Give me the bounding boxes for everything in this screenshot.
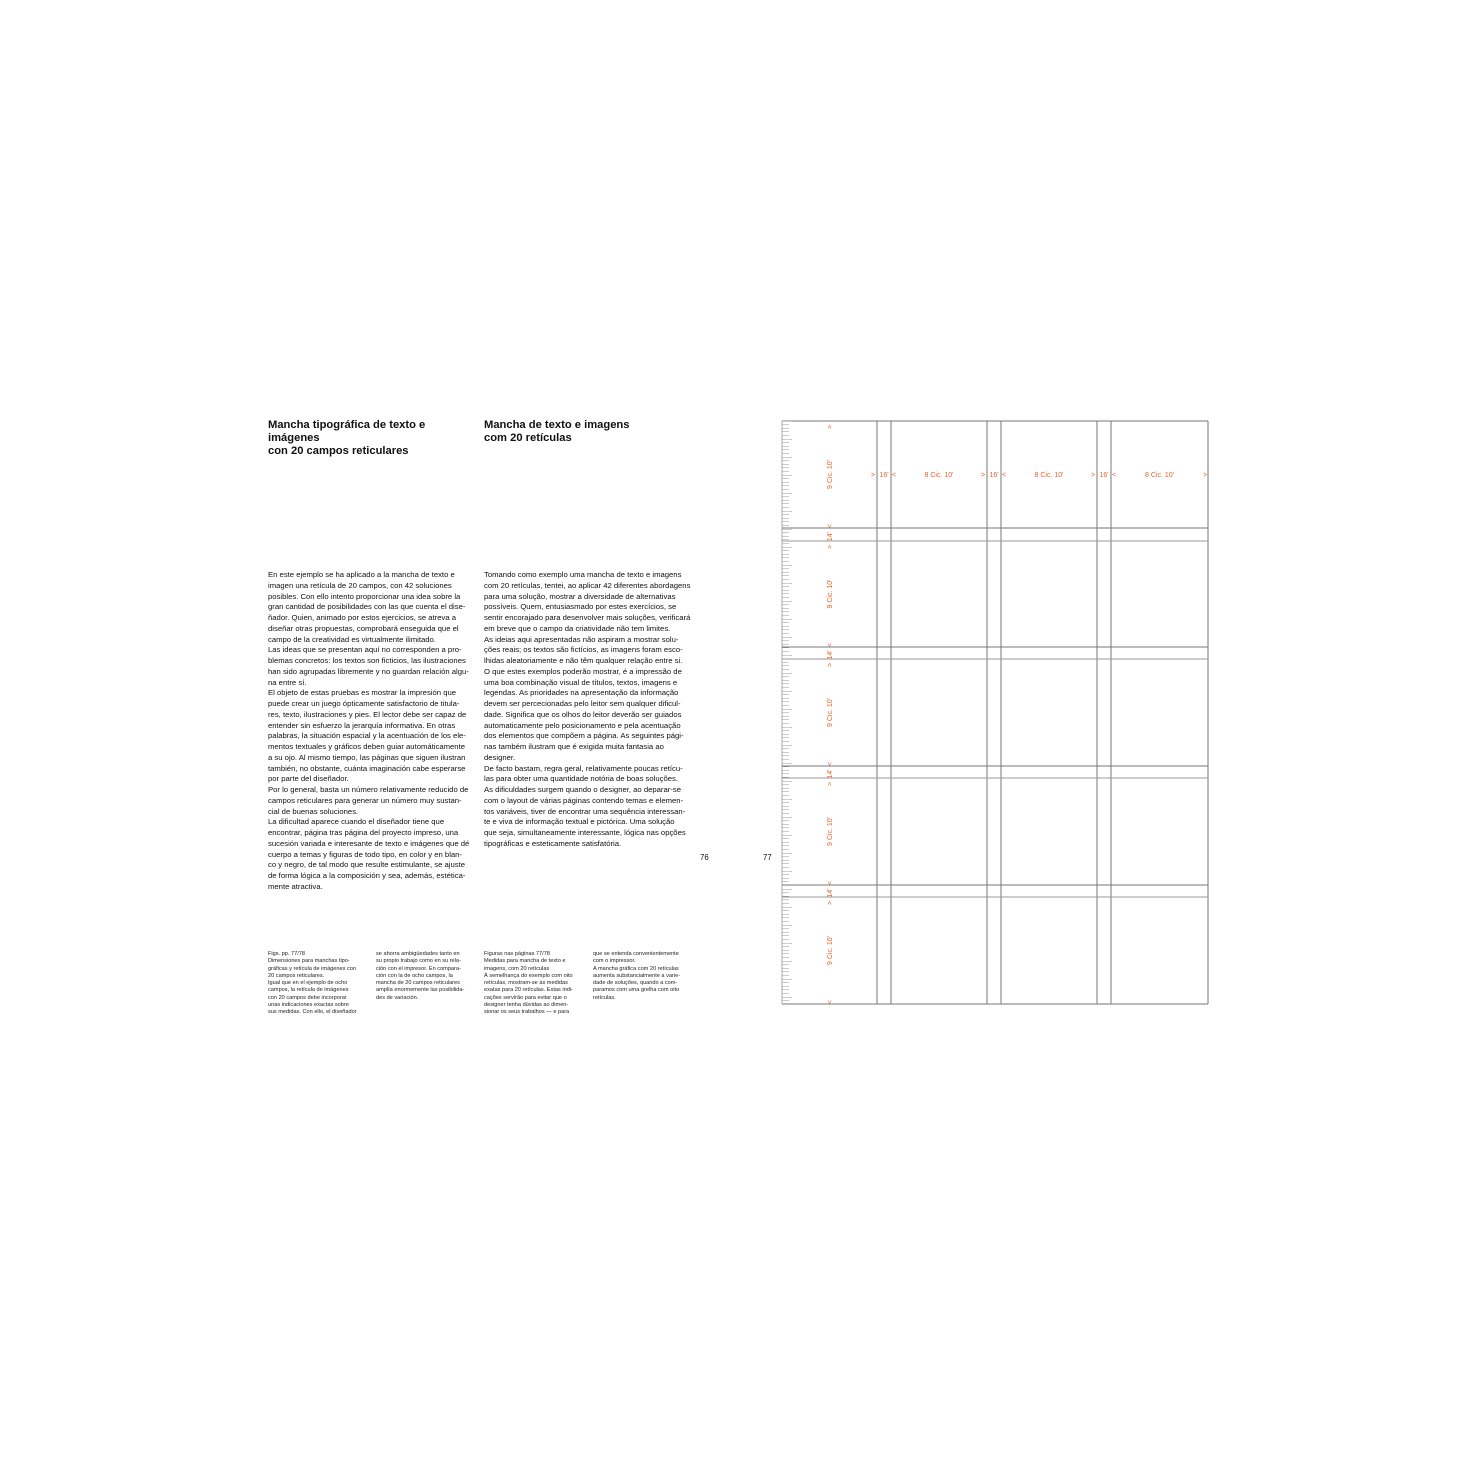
row-height-label: 9 Cic. 10' <box>827 936 834 965</box>
body-text-portuguese: Tomando como exemplo uma mancha de texto e imagens com 20 retículas, tentei, ao aplicar 42 diferentes abordagens para uma solução, mostrar a diversidade de alternativas possíveis. Quem, entusiasmado por estes exercícios, se sentir encorajado para desenvolver mais soluções, verificará em breve que o campo da criatividade não tem limites. As ideias aqui apresentadas não aspiram a mostrar solu- ções reais; os textos são fictícios, as imagens foram esco- lhidas aleatoriamente e não têm qualquer relação entre si. O que estes exemplos poderão mostrar, é a impressão de uma boa combinação visual de títulos, textos, imagens e legendas. As prioridades na apresentação da informação devem ser percecionadas pelo leitor sem qualquer dificul- dade. Significa que os olhos do leitor deverão ser guiados automaticamente pelo posicionamento e pela acentuação dos elementos que compõem a página. As seguintes pági- nas também ilustram que é exigida muita fantasia ao designer. De facto bastam, regra geral, relativamente poucas retícu- las para obter uma quantidade notória de boas soluções. As dificuldades surgem quando o designer, ao deparar-se com o layout de várias páginas contendo temas e elemen- tos variáveis, tiver de encontrar uma sequência interessan- te e viva de informação textual e pictórica. Uma solução que seja, simultaneamente interessante, lógica nas opções tipográficas e esteticamente satisfatória. <box>484 570 691 848</box>
measure-arrow: < <box>827 761 834 767</box>
title-spanish: Mancha tipográfica de texto e imágenes con 20 campos reticulares <box>268 419 426 457</box>
caption-spanish-col2: se ahorra ambigüedades tanto en su propio trabajo como en su rela- ción con el impresor. En compara- ción con la de ocho campos, la mancha de 20 campos reticulares amplía enormemente las posibilida- des de variación. <box>376 951 465 1001</box>
caption-spanish-col1: Figs. pp. 77/78 Dimensiones para manchas tipo- gráficas y retícula de imágenes con 20 campos reticulares. Igual que en el ejemplo de ocho campos, la retícula de imágenes con 20 campos debe incorporar unas indicaciones exactas sobre sus medidas. Con ello, el diseñador <box>268 951 357 1016</box>
measure-arrow: > <box>870 472 876 479</box>
column-width-label: 8 Cic. 10' <box>1145 472 1174 479</box>
caption-portuguese-col1: Figuras nas páginas 77/78 Medidas para mancha de texto e imagens, com 20 retículas À semelhança do exemplo com oito retículas, mostram-se as medidas exatas para 20 retículas. Estas indi- cações servirão para evitar que o designer tenha dúvidas ao dimen- sionar os seus trabalhos — e para <box>484 951 573 1016</box>
row-gutter-label: 14' <box>827 531 834 542</box>
measure-arrow: > <box>827 662 834 668</box>
page-number-right: 77 <box>763 853 772 862</box>
measure-arrow: > <box>827 424 834 430</box>
column-gutter-label: 16' <box>989 472 999 479</box>
measure-arrow: < <box>891 472 897 479</box>
column-width-label: 8 Cic. 10' <box>924 472 954 479</box>
title-portuguese: Mancha de texto e imagens com 20 retículas <box>484 419 630 444</box>
column-gutter-label: 16' <box>879 472 889 479</box>
measure-arrow: > <box>827 781 834 787</box>
row-gutter-label: 14' <box>827 888 834 898</box>
row-height-label: 9 Cic. 10' <box>827 817 834 846</box>
measure-arrow: < <box>1111 472 1117 479</box>
measure-arrow: > <box>827 544 834 550</box>
measure-arrow: > <box>980 472 986 479</box>
measure-arrow: < <box>827 999 834 1005</box>
page-number-left: 76 <box>700 853 709 862</box>
column-width-label: 8 Cic. 10' <box>1034 472 1064 479</box>
body-text-spanish: En este ejemplo se ha aplicado a la mancha de texto e imagen una retícula de 20 campos, con 42 soluciones posibles. Con ello intento proporcionar una idea sobre la gran cantidad de posibilidades con las que cuenta el dise- ñador. Quien, animado por estos ejercicios, se atreva a diseñar otras propuestas, comprobará enseguida que el campo de la creatividad es virtualmente ilimitado. Las ideas que se presentan aquí no corresponden a pro- blemas concretos: los textos son ficticios, las ilustraciones han sido agrupadas libremente y no guardan relación algu- na entre sí. El objeto de estas pruebas es mostrar la impresión que puede crear un juego ópticamente satisfactorio de titula- res, texto, ilustraciones y pies. El lector debe ser capaz de entender sin esfuerzo la jerarquía informativa. En otras palabras, la situación espacial y la acentuación de los ele- mentos textuales y gráficos deben guiar automáticamente a su ojo. Al mismo tiempo, las páginas que siguen ilustran también, no obstante, cuánta imaginación cabe esperarse por parte del diseñador. Por lo general, basta un número relativamente reducido de campos reticulares para generar un número muy sustan- cial de buenas soluciones. La dificultad aparece cuando el diseñador tiene que encontrar, página tras página del proyecto impreso, una sucesión variada e interesante de texto e imágenes que dé cuerpo a temas y figuras de todo tipo, en color y en blan- co y negro, de tal modo que resulte estimulante, se ajuste de forma lógica a la composición y sea, además, estética- mente atractiva. <box>268 570 470 891</box>
row-height-label: 9 Cic. 10' <box>827 460 834 489</box>
measure-arrow: > <box>1202 472 1208 479</box>
measure-arrow: < <box>827 642 834 648</box>
measure-arrow: < <box>827 523 834 529</box>
measure-arrow: > <box>827 900 834 906</box>
row-height-label: 9 Cic. 10' <box>827 579 834 609</box>
column-gutter-label: 16' <box>1099 472 1109 479</box>
measure-arrow: < <box>827 880 834 886</box>
row-gutter-label: 14' <box>827 650 834 660</box>
row-height-label: 9 Cic. 10' <box>827 698 834 727</box>
caption-portuguese-col2: que se entenda convenientemente com o impressor. A mancha gráfica com 20 retículas aumenta substancialmente a varie- dade de soluções, quando a com- paramos com uma grelha com oito retículas. <box>593 951 681 1001</box>
row-gutter-label: 14' <box>827 769 834 779</box>
measure-arrow: < <box>1001 472 1007 479</box>
measure-arrow: > <box>1090 472 1096 479</box>
